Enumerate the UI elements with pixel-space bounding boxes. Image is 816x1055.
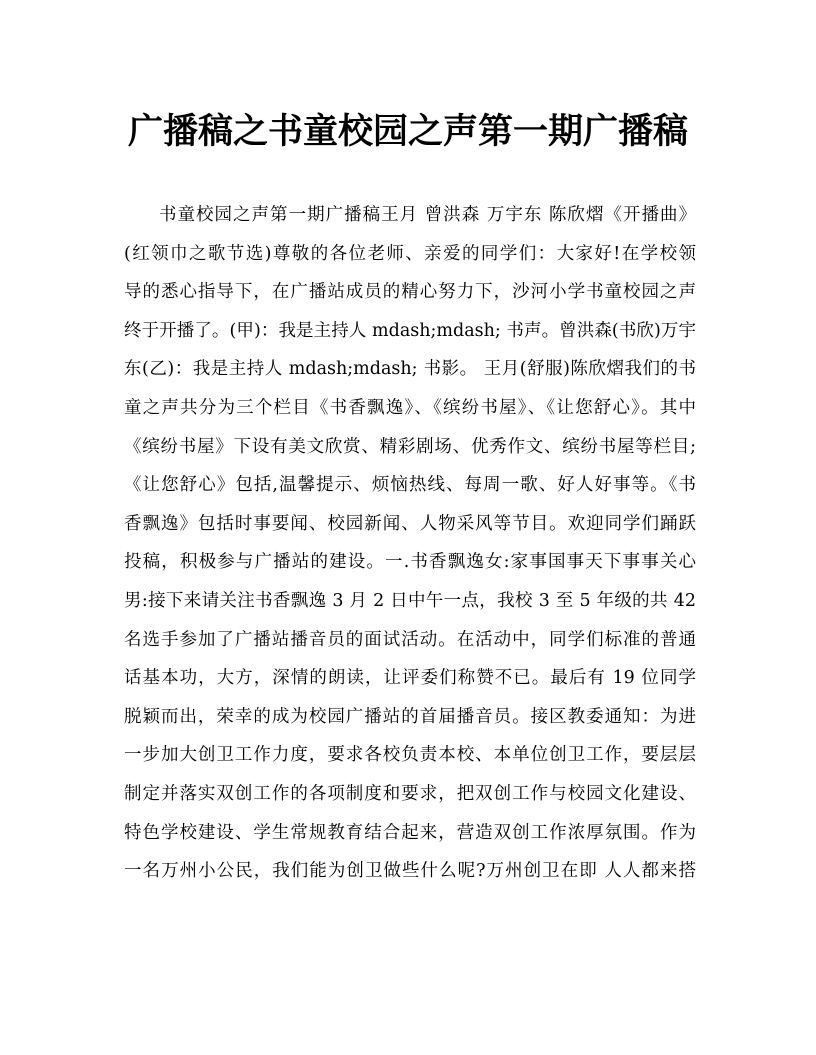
body-line: 一名万州小公民，我们能为创卫做些什么呢?万州创卫在即 人人都来搭 <box>124 861 696 882</box>
body-line: 童之声共分为三个栏目《书香飘逸》、《缤纷书屋》、《让您舒心》。其中 <box>124 397 696 418</box>
body-line: 话基本功，大方，深情的朗读，让评委们称赞不已。最后有 19 位同学 <box>124 668 696 689</box>
body-line: 特色学校建设、学生常规教育结合起来，营造双创工作浓厚氛围。作为 <box>124 822 696 843</box>
document-body <box>124 196 696 891</box>
body-line: 书童校园之声第一期广播稿王月 曾洪森 万宇东 陈欣熠《开播曲》 <box>159 205 696 225</box>
body-line: 香飘逸》包括时事要闻、校园新闻、人物采风等节目。欢迎同学们踊跃 <box>124 513 696 534</box>
body-line: 男:接下来请关注书香飘逸 3 月 2 日中午一点，我校 3 至 5 年级的共 42 <box>124 590 696 611</box>
document-title: 广播稿之书童校园之声第一期广播稿 <box>127 111 688 152</box>
body-line: 《让您舒心》包括,温馨提示、烦恼热线、每周一歌、好人好事等。《书 <box>124 475 696 496</box>
body-line: 脱颖而出，荣幸的成为校园广播站的首届播音员。接区教委通知：为进 <box>124 706 696 727</box>
body-line: 名选手参加了广播站播音员的面试活动。在活动中，同学们标准的普通 <box>124 629 696 650</box>
body-line: (红领巾之歌节选)尊敬的各位老师、亲爱的同学们：大家好!在学校领 <box>124 243 696 264</box>
body-line: 导的悉心指导下，在广播站成员的精心努力下，沙河小学书童校园之声 <box>124 282 696 303</box>
body-line: 投稿，积极参与广播站的建设。一.书香飘逸女:家事国事天下事事关心 <box>124 552 696 573</box>
body-line: 一步加大创卫工作力度，要求各校负责本校、本单位创卫工作，要层层 <box>124 745 696 766</box>
body-line: 终于开播了。(甲)：我是主持人 mdash;mdash; 书声。曾洪森(书欣)万宇 <box>124 320 696 341</box>
body-line: 制定并落实双创工作的各项制度和要求，把双创工作与校园文化建设、 <box>124 783 696 804</box>
body-line: 《缤纷书屋》下设有美文欣赏、精彩剧场、优秀作文、缤纷书屋等栏目; <box>124 436 696 457</box>
body-line: 东(乙)：我是主持人 mdash;mdash; 书影。 王月(舒服)陈欣熠我们的书 <box>124 359 696 380</box>
